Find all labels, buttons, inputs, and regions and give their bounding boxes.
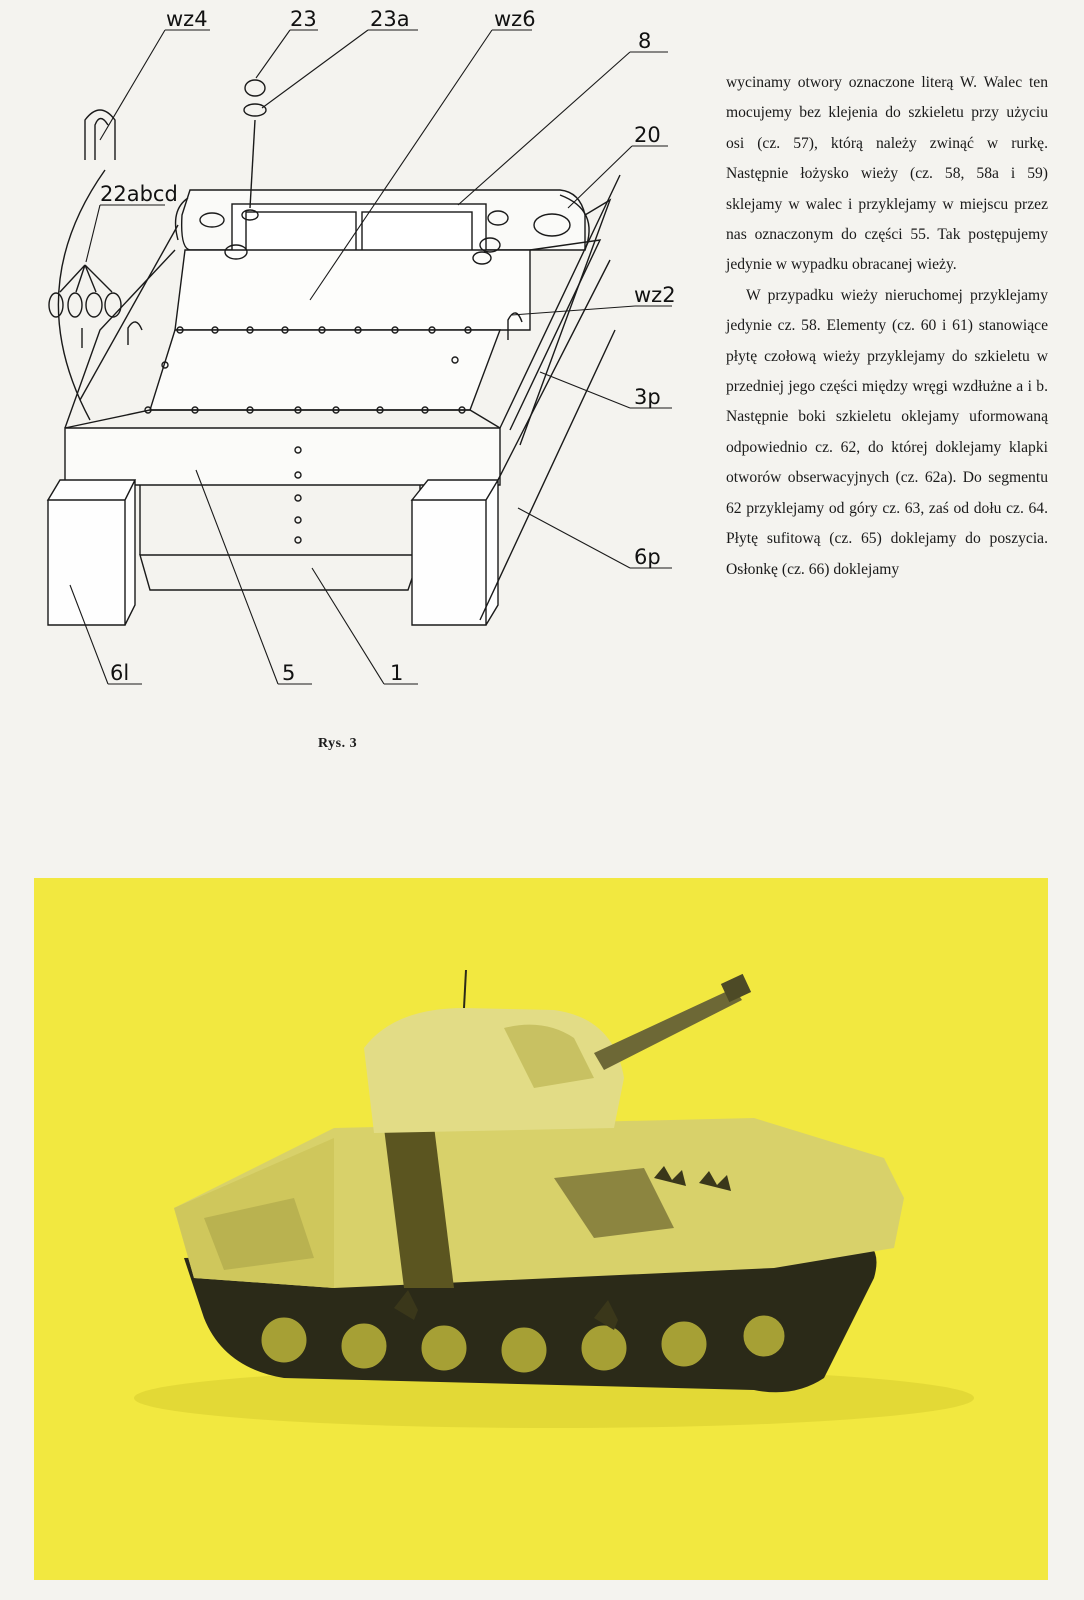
assembly-diagram	[0, 0, 700, 760]
glacis	[150, 330, 500, 410]
label-8: 8	[638, 29, 652, 53]
label-23a: 23a	[370, 7, 410, 31]
label-wz4: wz4	[166, 7, 208, 31]
part-23a	[244, 104, 266, 116]
paragraph-2: W przypadku wieży nieruchomej przyklejamy jedynie cz. 58. Elementy (cz. 60 i 61) stanowiące płytę czołową wieży przyklejamy do szkieletu w przedniej jego części między wręgi wzdłużne a i b. Następnie boki szkieletu oklejamy uformowaną odpowiednio cz. 62, do której doklejamy klapki otworów obserwacyjnych (cz. 62a). Do segmentu 62 przyklejamy od góry cz. 63, zaś od dołu cz. 64. Płytę sufitową (cz. 65) doklejamy do poszycia. Osłonkę (cz. 66) doklejamy	[726, 286, 1048, 578]
part-6l-block	[48, 480, 135, 625]
part-6p-block	[412, 480, 498, 625]
label-23: 23	[290, 7, 317, 31]
label-wz6: wz6	[494, 7, 536, 31]
upper-front-plate	[175, 250, 530, 330]
tank-model-photo	[34, 878, 1048, 1580]
lower-plate	[65, 428, 500, 485]
part-wz4-hook	[85, 110, 115, 160]
belly	[140, 555, 420, 590]
paragraph-1: wycinamy otwory oznaczone literą W. Walec ten mocujemy bez klejenia do szkieletu przy użyciu osi (cz. 57), którą należy zwinąć w rurkę. Następnie łożysko wieży (cz. 58, 58a i 59) sklejamy w walec i przyklejamy w miejscu przez nas oznaczonym do części 55. Tak postępujemy jedynie w wypadku obracanej wieży.	[726, 74, 1048, 274]
article-text	[726, 68, 1048, 585]
label-1: 1	[390, 661, 404, 685]
label-wz2: wz2	[634, 283, 676, 307]
tank-illustration	[34, 878, 1048, 1580]
label-3p: 3p	[634, 385, 661, 409]
label-20: 20	[634, 123, 661, 147]
part-23	[245, 80, 265, 96]
label-5: 5	[282, 661, 296, 685]
label-6p: 6p	[634, 545, 661, 569]
part-small-hook-left	[128, 322, 142, 345]
label-6l: 6l	[110, 661, 130, 685]
label-22abcd: 22abcd	[100, 182, 178, 206]
figure-caption: Rys. 3	[318, 736, 358, 751]
